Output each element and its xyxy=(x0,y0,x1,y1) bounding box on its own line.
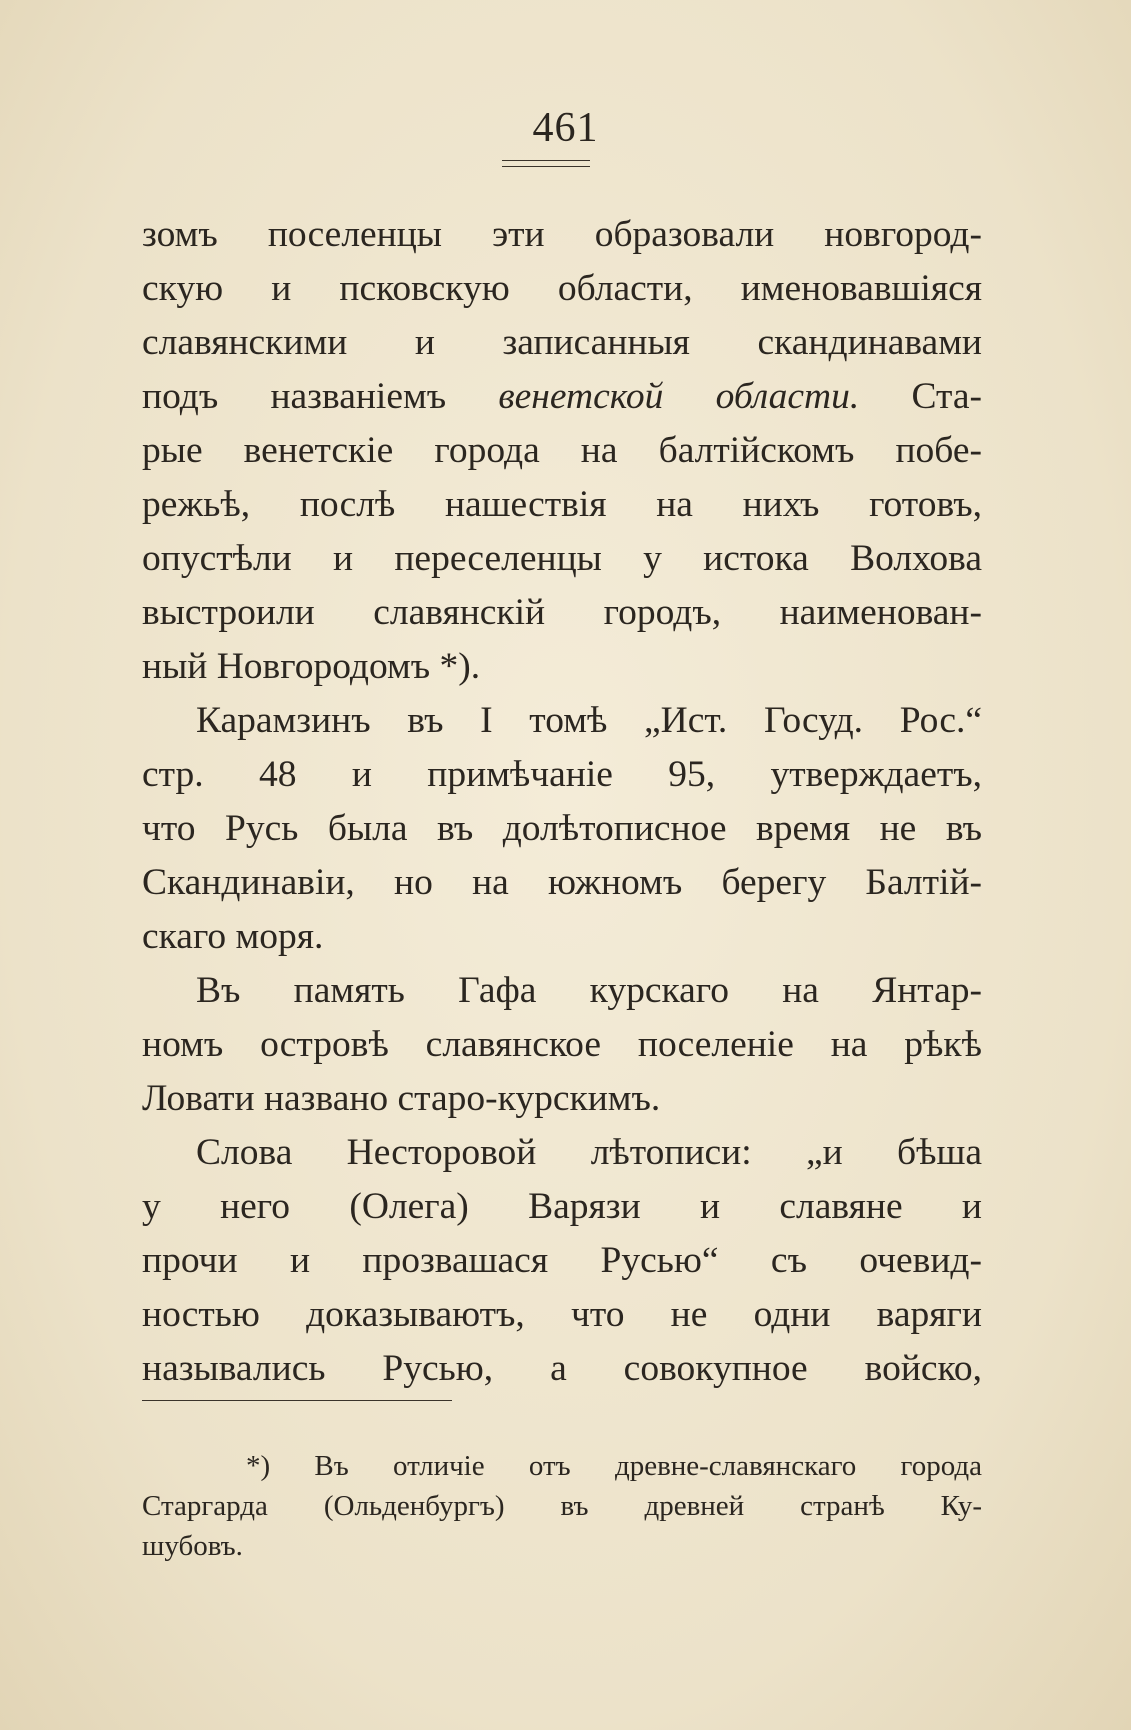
text-line: выстроили славянскій городъ, наименован- xyxy=(142,592,982,633)
text-line: опустѣли и переселенцы у истока Волхова xyxy=(142,538,982,579)
text-line: что Русь была въ долѣтописное время не въ xyxy=(142,808,982,849)
text-line: режьѣ, послѣ нашествія на нихъ готовъ, xyxy=(142,484,982,525)
text-line: ный Новгородомъ *). xyxy=(142,646,481,687)
text-line: Ловати названо старо-курскимъ. xyxy=(142,1078,661,1119)
text-line: зомъ поселенцы эти образовали новгород- xyxy=(142,214,982,255)
text-line: у него (Олега) Варязи и славяне и xyxy=(142,1186,982,1227)
text-line: славянскими и записанныя скандинавами xyxy=(142,322,982,363)
text-line: рые венетскіе города на балтійскомъ побе- xyxy=(142,430,982,471)
text-line: прочи и прозвашася Русью“ съ очевид- xyxy=(142,1240,982,1281)
footnote-line: *) Въ отличіе отъ древне-славянскаго города xyxy=(246,1450,982,1482)
footnote-separator xyxy=(142,1400,452,1401)
footnote xyxy=(142,1446,982,1566)
page-number: 461 xyxy=(532,105,599,151)
text-line: стр. 48 и примѣчаніе 95, утверждаетъ, xyxy=(142,754,982,795)
text-line: назывались Русью, а совокупное войско, xyxy=(142,1348,982,1389)
footnote-line: шубовъ. xyxy=(142,1530,243,1562)
text-fragment: Ста- xyxy=(911,376,983,417)
text-line: скаго моря. xyxy=(142,916,324,957)
header-double-rule xyxy=(502,160,590,167)
text-line-with-italic xyxy=(142,370,982,424)
text-fragment: подъ названіемъ xyxy=(142,376,447,417)
text-line: Скандинавіи, но на южномъ берегу Балтій- xyxy=(142,862,982,903)
text-line: номъ островѣ славянское поселеніе на рѣкѣ xyxy=(142,1024,982,1065)
text-line: ностью доказываютъ, что не одни варяги xyxy=(142,1294,982,1335)
text-line: скую и псковскую области, именовавшіяся xyxy=(142,268,982,309)
italic-phrase: венетской области. xyxy=(498,376,860,417)
footnote-line: Старгарда (Ольденбургъ) въ древней странѣ Ку- xyxy=(142,1490,982,1522)
main-text xyxy=(142,208,982,1396)
paragraph-start-line: Въ память Гафа курскаго на Янтар- xyxy=(196,970,982,1011)
paragraph-start-line: Слова Несторовой лѣтописи: „и бѣша xyxy=(196,1132,982,1173)
paragraph-start-line: Карамзинъ въ I томѣ „Ист. Госуд. Рос.“ xyxy=(196,700,982,741)
